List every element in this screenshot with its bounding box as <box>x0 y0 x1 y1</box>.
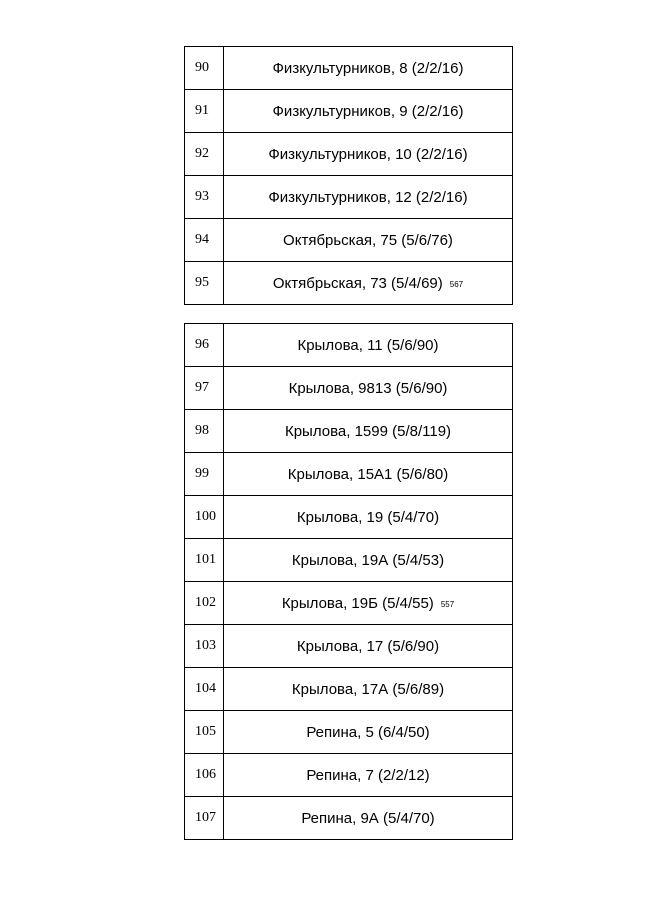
address-text: Крылова, 17А (5/6/89) <box>291 680 445 698</box>
address-text: Физкультурников, 9 (2/2/16) <box>272 102 464 120</box>
address-cell <box>224 324 513 367</box>
row-number: 103 <box>185 625 224 668</box>
row-number: 95 <box>185 262 224 305</box>
row-number: 98 <box>185 410 224 453</box>
address-cell <box>224 754 513 797</box>
table-row <box>185 324 513 367</box>
table-row <box>185 539 513 582</box>
row-number: 96 <box>185 324 224 367</box>
address-text: Физкультурников, 10 (2/2/16) <box>268 145 468 163</box>
address-cell <box>224 496 513 539</box>
row-number: 90 <box>185 47 224 90</box>
row-number: 102 <box>185 582 224 625</box>
row-number: 104 <box>185 668 224 711</box>
address-cell <box>224 797 513 840</box>
address-text: Физкультурников, 8 (2/2/16) <box>272 59 464 77</box>
table-row <box>185 453 513 496</box>
address-cell <box>224 453 513 496</box>
row-number: 91 <box>185 90 224 133</box>
row-number: 92 <box>185 133 224 176</box>
table-row <box>185 47 513 90</box>
address-cell <box>224 133 513 176</box>
row-number: 107 <box>185 797 224 840</box>
row-number: 94 <box>185 219 224 262</box>
address-cell <box>224 625 513 668</box>
address-text: Репина, 9А (5/4/70) <box>301 809 435 827</box>
address-text: Октябрьская, 73 (5/4/69) <box>272 274 443 292</box>
table-row <box>185 410 513 453</box>
address-cell <box>224 176 513 219</box>
table-row <box>185 711 513 754</box>
address-text: Крылова, 15А1 (5/6/80) <box>287 465 449 483</box>
address-text: Репина, 7 (2/2/12) <box>306 766 430 784</box>
address-cell <box>224 90 513 133</box>
address-cell <box>224 582 513 625</box>
handwritten-note: 557 <box>440 599 455 609</box>
address-table-1 <box>184 46 513 305</box>
handwritten-note: 567 <box>449 279 464 289</box>
table-row <box>185 219 513 262</box>
address-cell <box>224 410 513 453</box>
address-cell <box>224 711 513 754</box>
table-row <box>185 625 513 668</box>
table-row <box>185 133 513 176</box>
table-row <box>185 90 513 133</box>
table-row <box>185 262 513 305</box>
address-cell <box>224 262 513 305</box>
table-row <box>185 367 513 410</box>
table-row <box>185 797 513 840</box>
address-cell <box>224 47 513 90</box>
row-number: 105 <box>185 711 224 754</box>
address-cell <box>224 367 513 410</box>
row-number: 106 <box>185 754 224 797</box>
row-number: 99 <box>185 453 224 496</box>
address-cell <box>224 219 513 262</box>
address-text: Физкультурников, 12 (2/2/16) <box>268 188 468 206</box>
address-cell <box>224 539 513 582</box>
address-text: Крылова, 17 (5/6/90) <box>296 637 440 655</box>
address-text: Репина, 5 (6/4/50) <box>306 723 430 741</box>
address-text: Крылова, 19Б (5/4/55) <box>281 594 434 612</box>
table-row <box>185 176 513 219</box>
row-number: 97 <box>185 367 224 410</box>
row-number: 93 <box>185 176 224 219</box>
table-row <box>185 668 513 711</box>
address-text: Крылова, 9813 (5/6/90) <box>288 379 448 397</box>
row-number: 101 <box>185 539 224 582</box>
address-text: Крылова, 19 (5/4/70) <box>296 508 440 526</box>
table-row <box>185 582 513 625</box>
table-row <box>185 496 513 539</box>
address-text: Крылова, 11 (5/6/90) <box>297 336 439 354</box>
address-text: Крылова, 1599 (5/8/119) <box>284 422 452 440</box>
address-text: Крылова, 19А (5/4/53) <box>291 551 445 569</box>
address-cell <box>224 668 513 711</box>
row-number: 100 <box>185 496 224 539</box>
table-row <box>185 754 513 797</box>
address-text: Октябрьская, 75 (5/6/76) <box>283 231 453 249</box>
address-table-2 <box>184 323 513 840</box>
